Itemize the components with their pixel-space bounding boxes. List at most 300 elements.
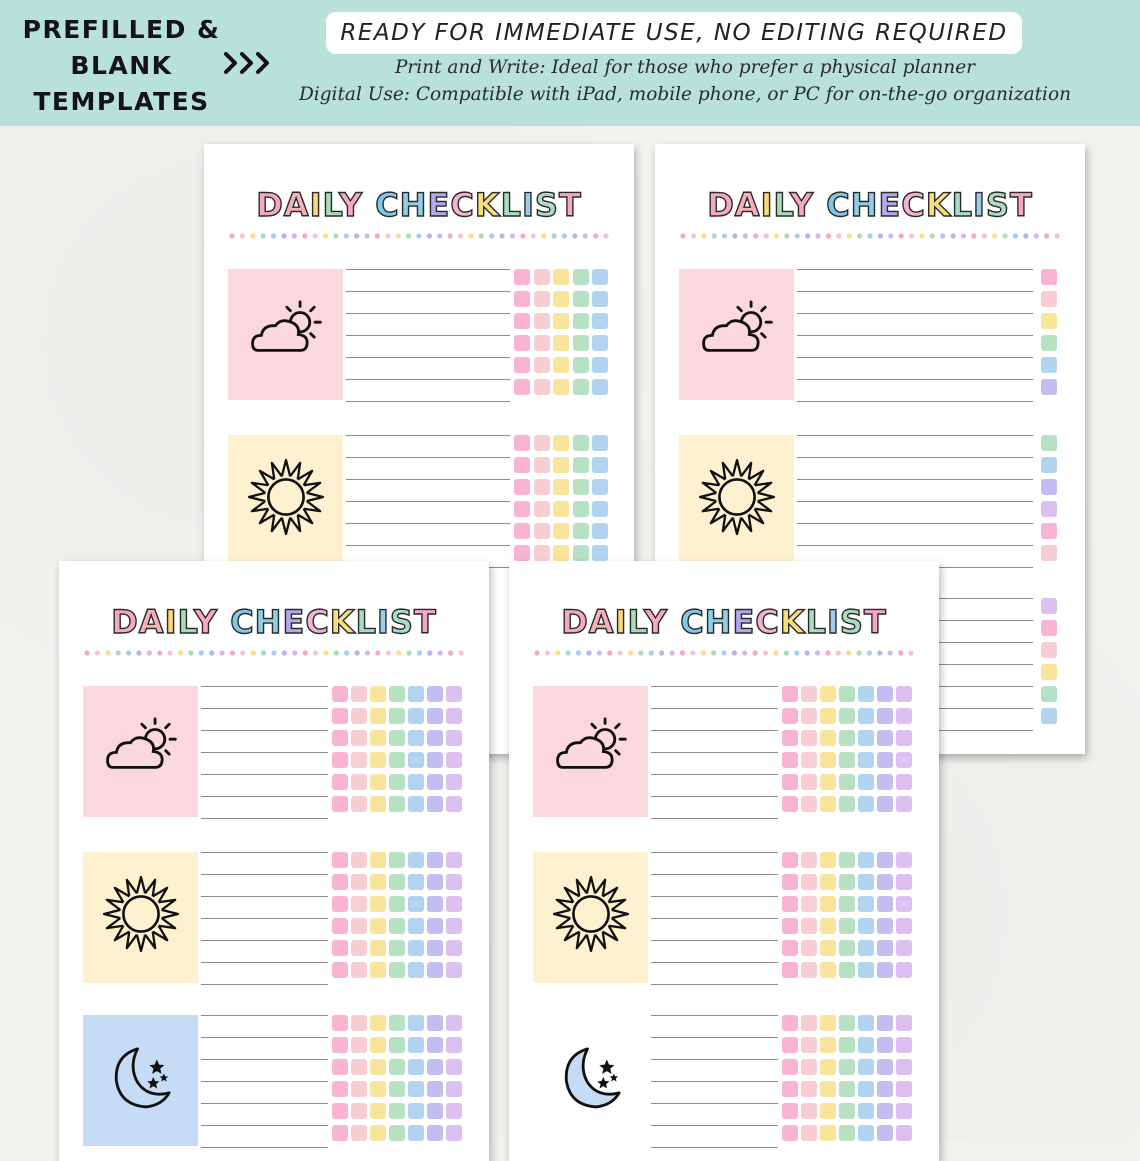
checkbox[interactable] — [839, 896, 855, 912]
checkbox[interactable] — [896, 896, 912, 912]
checkbox[interactable] — [801, 896, 817, 912]
checkbox[interactable] — [427, 774, 443, 790]
checkbox[interactable] — [370, 940, 386, 956]
checkbox[interactable] — [553, 501, 569, 517]
checkbox[interactable] — [801, 1015, 817, 1031]
checkbox[interactable] — [839, 918, 855, 934]
checkbox[interactable] — [446, 1059, 462, 1075]
checkbox[interactable] — [446, 896, 462, 912]
checkbox[interactable] — [877, 852, 893, 868]
checkbox[interactable] — [370, 918, 386, 934]
checkbox[interactable] — [370, 896, 386, 912]
checkbox[interactable] — [370, 1059, 386, 1075]
checkbox[interactable] — [351, 1103, 367, 1119]
checkbox[interactable] — [877, 918, 893, 934]
checkbox[interactable] — [408, 730, 424, 746]
task-line[interactable] — [346, 269, 510, 270]
checkbox[interactable] — [427, 752, 443, 768]
checkbox[interactable] — [534, 457, 550, 473]
checkbox[interactable] — [858, 1059, 874, 1075]
checkbox[interactable] — [534, 523, 550, 539]
checkbox[interactable] — [573, 457, 589, 473]
checkbox[interactable] — [1041, 620, 1057, 636]
checkbox[interactable] — [351, 796, 367, 812]
checkbox[interactable] — [446, 962, 462, 978]
checkbox[interactable] — [820, 1103, 836, 1119]
checkbox[interactable] — [877, 1059, 893, 1075]
task-line[interactable] — [797, 401, 1033, 402]
checkbox[interactable] — [408, 708, 424, 724]
task-line[interactable] — [651, 1125, 778, 1126]
checkbox[interactable] — [896, 1037, 912, 1053]
checkbox[interactable] — [820, 896, 836, 912]
checkbox[interactable] — [332, 874, 348, 890]
checkbox[interactable] — [592, 379, 608, 395]
checkbox[interactable] — [553, 357, 569, 373]
checkbox[interactable] — [820, 852, 836, 868]
task-line[interactable] — [201, 984, 328, 985]
checkbox[interactable] — [782, 1015, 798, 1031]
checkbox[interactable] — [427, 686, 443, 702]
task-line[interactable] — [797, 269, 1033, 270]
checkbox[interactable] — [446, 730, 462, 746]
checkbox[interactable] — [820, 918, 836, 934]
checkbox[interactable] — [573, 313, 589, 329]
checkbox[interactable] — [1041, 335, 1057, 351]
task-line[interactable] — [201, 940, 328, 941]
task-line[interactable] — [651, 940, 778, 941]
checkbox[interactable] — [573, 545, 589, 561]
checkbox[interactable] — [820, 730, 836, 746]
task-line[interactable] — [797, 335, 1033, 336]
checkbox[interactable] — [896, 1081, 912, 1097]
checkbox[interactable] — [877, 1037, 893, 1053]
checkbox[interactable] — [592, 269, 608, 285]
checkbox[interactable] — [427, 1125, 443, 1141]
checkbox[interactable] — [858, 852, 874, 868]
checkbox[interactable] — [351, 962, 367, 978]
checkbox[interactable] — [351, 852, 367, 868]
checkbox[interactable] — [1041, 686, 1057, 702]
checkbox[interactable] — [782, 940, 798, 956]
checkbox[interactable] — [839, 774, 855, 790]
checkbox[interactable] — [801, 1037, 817, 1053]
checkbox[interactable] — [782, 852, 798, 868]
checkbox[interactable] — [782, 1103, 798, 1119]
task-line[interactable] — [346, 357, 510, 358]
checkbox[interactable] — [408, 852, 424, 868]
task-line[interactable] — [201, 852, 328, 853]
checkbox[interactable] — [389, 852, 405, 868]
checkbox[interactable] — [801, 1081, 817, 1097]
task-line[interactable] — [797, 379, 1033, 380]
checkbox[interactable] — [514, 269, 530, 285]
checkbox[interactable] — [592, 313, 608, 329]
checkbox[interactable] — [446, 708, 462, 724]
task-line[interactable] — [797, 545, 1033, 546]
task-line[interactable] — [651, 852, 778, 853]
checkbox[interactable] — [896, 1015, 912, 1031]
checkbox[interactable] — [896, 918, 912, 934]
checkbox[interactable] — [389, 708, 405, 724]
task-line[interactable] — [201, 1081, 328, 1082]
checkbox[interactable] — [534, 269, 550, 285]
checkbox[interactable] — [534, 501, 550, 517]
checkbox[interactable] — [801, 752, 817, 768]
task-line[interactable] — [346, 335, 510, 336]
checkbox[interactable] — [427, 962, 443, 978]
checkbox[interactable] — [446, 940, 462, 956]
task-line[interactable] — [201, 774, 328, 775]
task-line[interactable] — [201, 874, 328, 875]
checkbox[interactable] — [351, 896, 367, 912]
checkbox[interactable] — [389, 874, 405, 890]
checkbox[interactable] — [408, 896, 424, 912]
checkbox[interactable] — [553, 435, 569, 451]
checkbox[interactable] — [782, 1125, 798, 1141]
checkbox[interactable] — [408, 1081, 424, 1097]
checkbox[interactable] — [370, 1015, 386, 1031]
checkbox[interactable] — [332, 1081, 348, 1097]
checkbox[interactable] — [408, 1037, 424, 1053]
checkbox[interactable] — [573, 357, 589, 373]
task-line[interactable] — [201, 752, 328, 753]
checkbox[interactable] — [782, 1037, 798, 1053]
checkbox[interactable] — [389, 940, 405, 956]
checkbox[interactable] — [592, 523, 608, 539]
checkbox[interactable] — [839, 874, 855, 890]
checkbox[interactable] — [896, 774, 912, 790]
task-line[interactable] — [201, 686, 328, 687]
checkbox[interactable] — [408, 1125, 424, 1141]
checkbox[interactable] — [1041, 664, 1057, 680]
checkbox[interactable] — [370, 1125, 386, 1141]
task-line[interactable] — [651, 1037, 778, 1038]
checkbox[interactable] — [801, 796, 817, 812]
checkbox[interactable] — [408, 874, 424, 890]
checkbox[interactable] — [389, 1059, 405, 1075]
checkbox[interactable] — [446, 918, 462, 934]
checkbox[interactable] — [427, 940, 443, 956]
checkbox[interactable] — [534, 357, 550, 373]
checkbox[interactable] — [1041, 523, 1057, 539]
checkbox[interactable] — [858, 896, 874, 912]
checkbox[interactable] — [370, 796, 386, 812]
checkbox[interactable] — [1041, 708, 1057, 724]
checkbox[interactable] — [1041, 545, 1057, 561]
checkbox[interactable] — [782, 796, 798, 812]
task-line[interactable] — [201, 1037, 328, 1038]
checkbox[interactable] — [858, 1103, 874, 1119]
checkbox[interactable] — [514, 457, 530, 473]
task-line[interactable] — [651, 774, 778, 775]
checkbox[interactable] — [839, 752, 855, 768]
checkbox[interactable] — [332, 686, 348, 702]
checkbox[interactable] — [553, 523, 569, 539]
checkbox[interactable] — [573, 291, 589, 307]
checkbox[interactable] — [877, 796, 893, 812]
checkbox[interactable] — [839, 940, 855, 956]
checkbox[interactable] — [427, 896, 443, 912]
checkbox[interactable] — [534, 435, 550, 451]
checkbox[interactable] — [514, 291, 530, 307]
checkbox[interactable] — [820, 752, 836, 768]
checkbox[interactable] — [858, 796, 874, 812]
checkbox[interactable] — [801, 708, 817, 724]
checkbox[interactable] — [370, 1081, 386, 1097]
checkbox[interactable] — [839, 1059, 855, 1075]
task-line[interactable] — [651, 708, 778, 709]
checkbox[interactable] — [877, 940, 893, 956]
checkbox[interactable] — [351, 1081, 367, 1097]
checkbox[interactable] — [592, 435, 608, 451]
checkbox[interactable] — [839, 1081, 855, 1097]
checkbox[interactable] — [858, 752, 874, 768]
checkbox[interactable] — [427, 1037, 443, 1053]
checkbox[interactable] — [351, 686, 367, 702]
checkbox[interactable] — [801, 1103, 817, 1119]
checkbox[interactable] — [389, 730, 405, 746]
checkbox[interactable] — [332, 852, 348, 868]
task-line[interactable] — [651, 1081, 778, 1082]
checkbox[interactable] — [1041, 501, 1057, 517]
checkbox[interactable] — [408, 774, 424, 790]
checkbox[interactable] — [801, 918, 817, 934]
checkbox[interactable] — [896, 730, 912, 746]
checkbox[interactable] — [782, 1081, 798, 1097]
checkbox[interactable] — [534, 291, 550, 307]
checkbox[interactable] — [801, 852, 817, 868]
checkbox[interactable] — [801, 962, 817, 978]
checkbox[interactable] — [370, 852, 386, 868]
checkbox[interactable] — [820, 708, 836, 724]
checkbox[interactable] — [446, 1125, 462, 1141]
checkbox[interactable] — [896, 852, 912, 868]
checkbox[interactable] — [839, 1103, 855, 1119]
checkbox[interactable] — [801, 730, 817, 746]
checkbox[interactable] — [839, 962, 855, 978]
checkbox[interactable] — [820, 1037, 836, 1053]
checkbox[interactable] — [553, 545, 569, 561]
checkbox[interactable] — [877, 730, 893, 746]
checkbox[interactable] — [839, 730, 855, 746]
checkbox[interactable] — [370, 774, 386, 790]
checkbox[interactable] — [332, 918, 348, 934]
checkbox[interactable] — [592, 291, 608, 307]
checkbox[interactable] — [427, 874, 443, 890]
checkbox[interactable] — [370, 962, 386, 978]
checkbox[interactable] — [573, 335, 589, 351]
task-line[interactable] — [201, 962, 328, 963]
checkbox[interactable] — [446, 1037, 462, 1053]
checkbox[interactable] — [801, 686, 817, 702]
checkbox[interactable] — [1041, 357, 1057, 373]
checkbox[interactable] — [427, 730, 443, 746]
checkbox[interactable] — [351, 1037, 367, 1053]
checkbox[interactable] — [896, 686, 912, 702]
checkbox[interactable] — [877, 686, 893, 702]
task-line[interactable] — [346, 313, 510, 314]
checkbox[interactable] — [592, 501, 608, 517]
checkbox[interactable] — [896, 940, 912, 956]
task-line[interactable] — [201, 796, 328, 797]
checkbox[interactable] — [782, 962, 798, 978]
checkbox[interactable] — [446, 1081, 462, 1097]
checkbox[interactable] — [408, 686, 424, 702]
checkbox[interactable] — [839, 1125, 855, 1141]
checkbox[interactable] — [839, 796, 855, 812]
checkbox[interactable] — [446, 686, 462, 702]
checkbox[interactable] — [534, 545, 550, 561]
checkbox[interactable] — [332, 962, 348, 978]
checkbox[interactable] — [389, 752, 405, 768]
checkbox[interactable] — [427, 796, 443, 812]
checkbox[interactable] — [1041, 291, 1057, 307]
checkbox[interactable] — [389, 1015, 405, 1031]
task-line[interactable] — [797, 313, 1033, 314]
checkbox[interactable] — [573, 379, 589, 395]
checkbox[interactable] — [839, 686, 855, 702]
checkbox[interactable] — [782, 918, 798, 934]
checkbox[interactable] — [1041, 313, 1057, 329]
checkbox[interactable] — [514, 501, 530, 517]
checkbox[interactable] — [408, 1103, 424, 1119]
task-line[interactable] — [797, 523, 1033, 524]
checkbox[interactable] — [573, 435, 589, 451]
checkbox[interactable] — [877, 708, 893, 724]
checkbox[interactable] — [332, 1103, 348, 1119]
checkbox[interactable] — [782, 686, 798, 702]
checkbox[interactable] — [370, 752, 386, 768]
task-line[interactable] — [201, 1147, 328, 1148]
checkbox[interactable] — [427, 1015, 443, 1031]
checkbox[interactable] — [801, 940, 817, 956]
checkbox[interactable] — [820, 940, 836, 956]
task-line[interactable] — [201, 1103, 328, 1104]
checkbox[interactable] — [782, 752, 798, 768]
checkbox[interactable] — [820, 796, 836, 812]
checkbox[interactable] — [1041, 598, 1057, 614]
checkbox[interactable] — [839, 1015, 855, 1031]
checkbox[interactable] — [514, 479, 530, 495]
task-line[interactable] — [797, 435, 1033, 436]
checkbox[interactable] — [534, 479, 550, 495]
checkbox[interactable] — [332, 708, 348, 724]
checkbox[interactable] — [408, 752, 424, 768]
checkbox[interactable] — [553, 457, 569, 473]
checkbox[interactable] — [573, 479, 589, 495]
checkbox[interactable] — [782, 708, 798, 724]
checkbox[interactable] — [446, 1015, 462, 1031]
checkbox[interactable] — [332, 1037, 348, 1053]
checkbox[interactable] — [896, 708, 912, 724]
checkbox[interactable] — [820, 1125, 836, 1141]
checkbox[interactable] — [553, 313, 569, 329]
task-line[interactable] — [651, 962, 778, 963]
checkbox[interactable] — [351, 918, 367, 934]
checkbox[interactable] — [592, 335, 608, 351]
checkbox[interactable] — [446, 752, 462, 768]
checkbox[interactable] — [351, 1015, 367, 1031]
checkbox[interactable] — [408, 796, 424, 812]
checkbox[interactable] — [514, 435, 530, 451]
checkbox[interactable] — [782, 1059, 798, 1075]
checkbox[interactable] — [858, 874, 874, 890]
checkbox[interactable] — [858, 708, 874, 724]
checkbox[interactable] — [1041, 479, 1057, 495]
checkbox[interactable] — [514, 545, 530, 561]
checkbox[interactable] — [514, 523, 530, 539]
checkbox[interactable] — [427, 1081, 443, 1097]
task-line[interactable] — [651, 1015, 778, 1016]
task-line[interactable] — [346, 379, 510, 380]
checkbox[interactable] — [370, 708, 386, 724]
checkbox[interactable] — [514, 357, 530, 373]
checkbox[interactable] — [389, 796, 405, 812]
checkbox[interactable] — [858, 1081, 874, 1097]
checkbox[interactable] — [389, 1037, 405, 1053]
checkbox[interactable] — [351, 874, 367, 890]
checkbox[interactable] — [408, 940, 424, 956]
checkbox[interactable] — [896, 1125, 912, 1141]
checkbox[interactable] — [332, 1015, 348, 1031]
checkbox[interactable] — [427, 1059, 443, 1075]
checkbox[interactable] — [446, 874, 462, 890]
checkbox[interactable] — [1041, 379, 1057, 395]
checkbox[interactable] — [839, 1037, 855, 1053]
checkbox[interactable] — [534, 379, 550, 395]
checkbox[interactable] — [389, 1125, 405, 1141]
task-line[interactable] — [201, 1125, 328, 1126]
checkbox[interactable] — [332, 730, 348, 746]
checkbox[interactable] — [858, 918, 874, 934]
checkbox[interactable] — [351, 774, 367, 790]
checkbox[interactable] — [820, 1059, 836, 1075]
checkbox[interactable] — [446, 774, 462, 790]
checkbox[interactable] — [896, 962, 912, 978]
checkbox[interactable] — [877, 774, 893, 790]
checkbox[interactable] — [370, 1037, 386, 1053]
task-line[interactable] — [201, 1059, 328, 1060]
task-line[interactable] — [346, 291, 510, 292]
checkbox[interactable] — [858, 940, 874, 956]
task-line[interactable] — [346, 457, 510, 458]
checkbox[interactable] — [877, 896, 893, 912]
checkbox[interactable] — [351, 708, 367, 724]
checkbox[interactable] — [839, 852, 855, 868]
checkbox[interactable] — [446, 796, 462, 812]
checkbox[interactable] — [877, 1103, 893, 1119]
checkbox[interactable] — [782, 774, 798, 790]
checkbox[interactable] — [332, 752, 348, 768]
checkbox[interactable] — [877, 1015, 893, 1031]
task-line[interactable] — [346, 435, 510, 436]
task-line[interactable] — [797, 501, 1033, 502]
checkbox[interactable] — [351, 1059, 367, 1075]
task-line[interactable] — [651, 1103, 778, 1104]
checkbox[interactable] — [877, 962, 893, 978]
checkbox[interactable] — [592, 479, 608, 495]
checkbox[interactable] — [427, 918, 443, 934]
checkbox[interactable] — [332, 1125, 348, 1141]
checkbox[interactable] — [820, 1015, 836, 1031]
checkbox[interactable] — [1041, 642, 1057, 658]
checkbox[interactable] — [1041, 457, 1057, 473]
checkbox[interactable] — [370, 874, 386, 890]
checkbox[interactable] — [332, 1059, 348, 1075]
checkbox[interactable] — [877, 1081, 893, 1097]
checkbox[interactable] — [801, 774, 817, 790]
